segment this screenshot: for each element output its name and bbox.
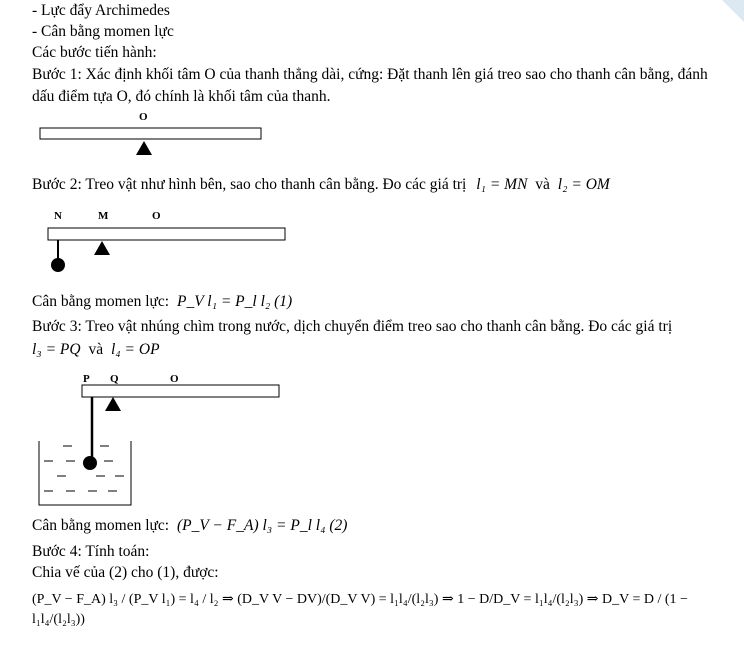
steps-heading: Các bước tiến hành: [32, 44, 157, 61]
fig3-label-o: O [170, 373, 179, 385]
fig3-weight [83, 456, 97, 470]
step3-eq-l3: l₃ = PQ [32, 341, 81, 358]
fig1-label-o: O [139, 111, 148, 123]
step2-text [32, 176, 610, 194]
step3-balance-label: Cân bằng momen lực: [32, 517, 170, 534]
fig3-water-container [39, 441, 131, 505]
fig2-label-n: N [54, 210, 62, 222]
step3-balance-eq: (P_V − F_A) l₃ = P_l l₄ (2) [176, 517, 348, 534]
step3-balance [32, 517, 347, 535]
fig3-pivot [105, 397, 121, 411]
step2-and: và [535, 176, 550, 193]
fig2-rod [48, 228, 285, 240]
fig1-pivot [136, 141, 152, 155]
step3-line2 [32, 341, 160, 359]
step2-balance-label: Cân bằng momen lực: [32, 293, 170, 310]
fig3-label-p: P [83, 373, 90, 385]
step3-eq-l4: l₄ = OP [110, 341, 160, 358]
step2-eq-l2: l₂ = OM [557, 176, 610, 193]
step3-line1: Bước 3: Treo vật nhúng chìm trong nước, dịch chuyển điểm treo sao cho thanh cân bằng. Đo các giá trị [32, 318, 673, 335]
bullet-archimedes: - Lực đẩy Archimedes [32, 2, 170, 19]
step1-line1: Bước 1: Xác định khối tâm O của thanh thẳng dài, cứng: Đặt thanh lên giá treo sao cho thanh cân bằng, đánh [32, 66, 708, 83]
step1-line2: dấu điểm tựa O, đó chính là khối tâm của thanh. [32, 88, 331, 105]
fig3-water-dashes [44, 446, 124, 491]
step4-divide: Chia vế của (2) cho (1), được: [32, 564, 219, 581]
bullet-momen: - Cân bằng momen lực [32, 23, 174, 40]
step3-and: và [88, 341, 104, 358]
fig2-weight [51, 258, 65, 272]
fig3-label-q: Q [110, 373, 119, 385]
step4-heading: Bước 4: Tính toán: [32, 543, 150, 560]
step2-balance-eq: P_V l₁ = P_l l₂ (1) [176, 293, 293, 310]
fig2-label-m: M [98, 210, 109, 222]
fig2-label-o: O [152, 210, 161, 222]
step4-final-equation: (P_V − F_A) l₃ / (P_V l₁) = l₄ / l₂ ⇒ (D_V V − DV)/(D_V V) = l₁l₄/(l₂l₃) ⇒ 1 − D/D_V = l₁l₄/(l₂l₃) ⇒ D_V = D / (1 − l₁l₄/(l₂l₃)) [32, 592, 688, 627]
step2-balance [32, 293, 292, 311]
step2-text-main: Bước 2: Treo vật như hình bên, sao cho thanh cân bằng. Đo các giá trị [32, 176, 467, 193]
step2-eq-l1: l₁ = MN [476, 176, 528, 193]
fig1-rod [40, 128, 261, 139]
fig3-rod [82, 385, 279, 397]
fig2-pivot [94, 241, 110, 255]
